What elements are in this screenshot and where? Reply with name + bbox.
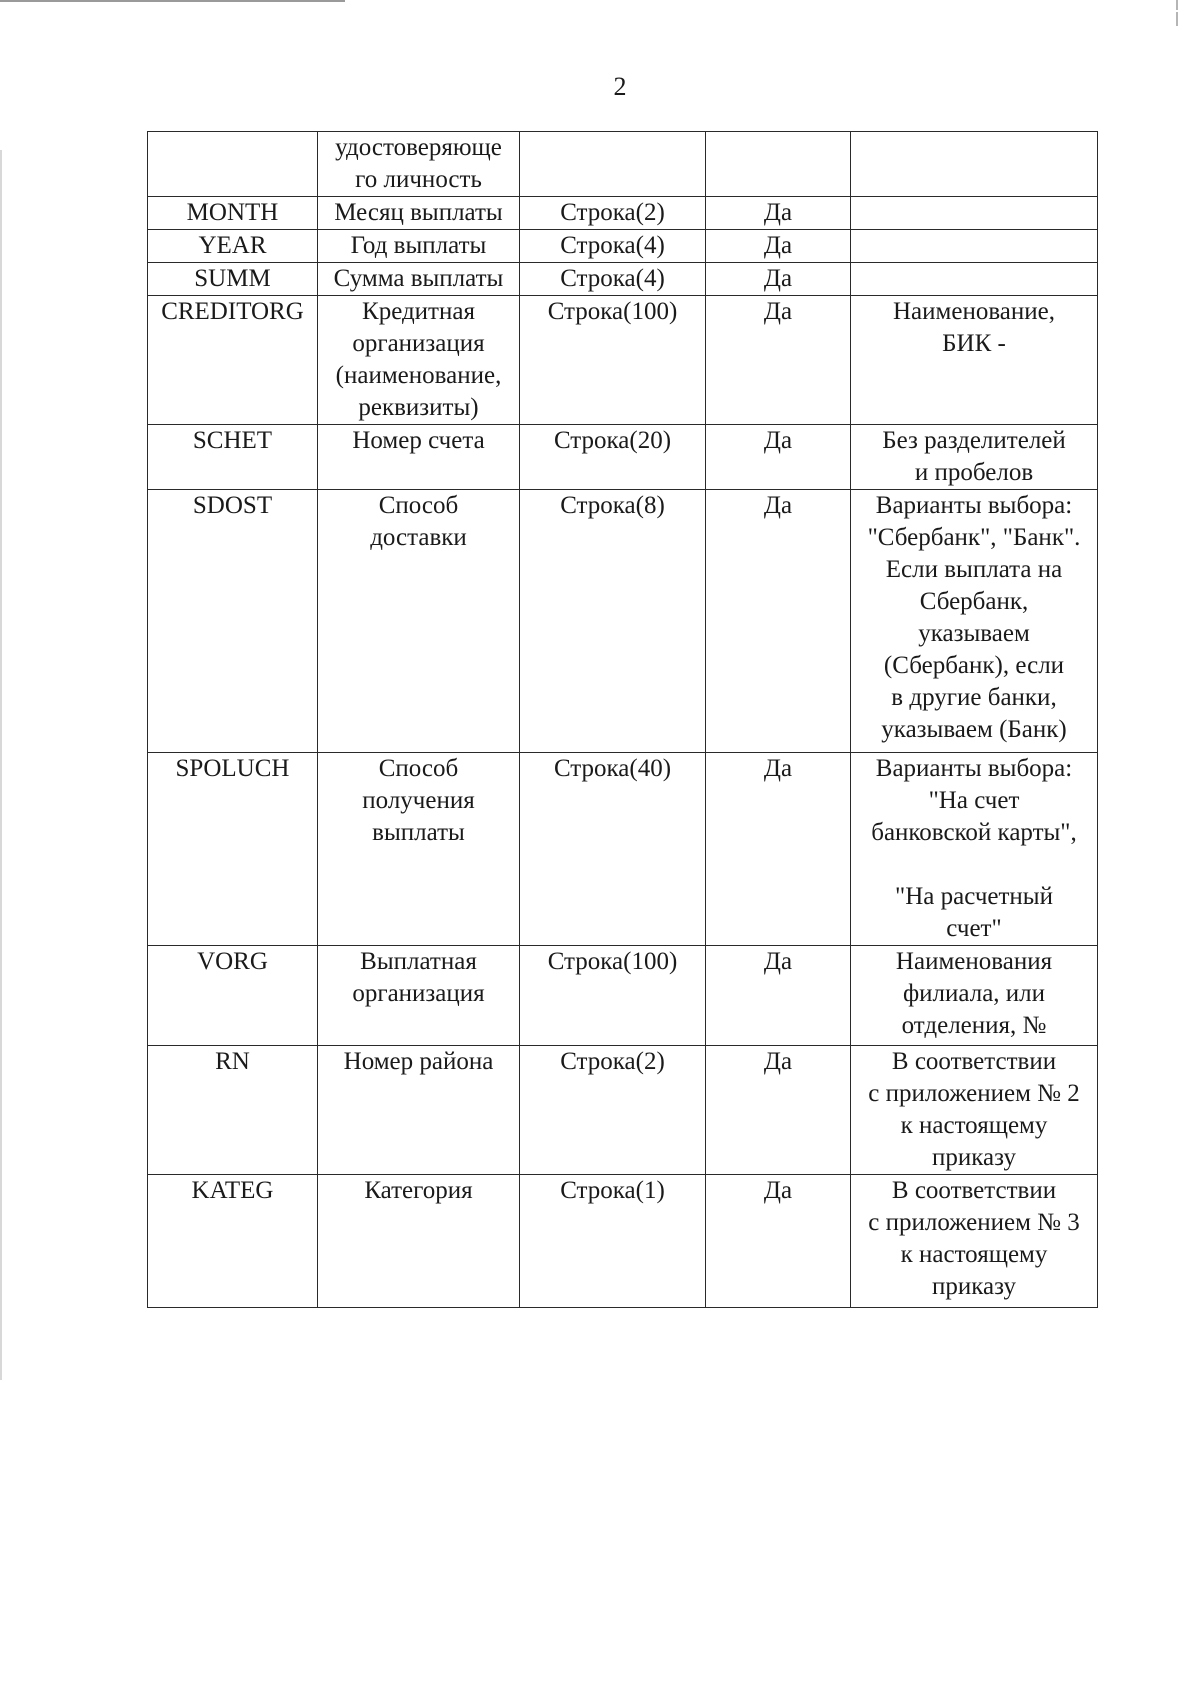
table-row bbox=[148, 1175, 1098, 1308]
field-code-cell: SPOLUCH bbox=[148, 753, 318, 946]
field-code-cell: SCHET bbox=[148, 425, 318, 490]
field-type-cell: Строка(100) bbox=[520, 296, 706, 425]
field-description-cell: Год выплаты bbox=[318, 230, 520, 263]
field-code-cell: SUMM bbox=[148, 263, 318, 296]
field-note-cell: В соответствии с приложением № 2 к настоящему приказу bbox=[851, 1046, 1098, 1175]
field-description-cell: Способ получения выплаты bbox=[318, 753, 520, 946]
field-type-cell: Строка(8) bbox=[520, 490, 706, 753]
field-spec-table-container bbox=[147, 131, 1097, 1308]
field-code-cell: VORG bbox=[148, 946, 318, 1046]
table-row bbox=[148, 1046, 1098, 1175]
field-type-cell: Строка(2) bbox=[520, 1046, 706, 1175]
field-note-cell: В соответствии с приложением № 3 к настоящему приказу bbox=[851, 1175, 1098, 1308]
field-required-cell: Да bbox=[706, 490, 851, 753]
field-description-cell: Сумма выплаты bbox=[318, 263, 520, 296]
field-type-cell: Строка(2) bbox=[520, 197, 706, 230]
table-row bbox=[148, 946, 1098, 1046]
field-note-cell: Наименование, БИК - bbox=[851, 296, 1098, 425]
field-code-cell: KATEG bbox=[148, 1175, 318, 1308]
field-required-cell: Да bbox=[706, 425, 851, 490]
table-row bbox=[148, 490, 1098, 753]
field-type-cell: Строка(4) bbox=[520, 263, 706, 296]
table-row bbox=[148, 230, 1098, 263]
field-description-cell: Выплатная организация bbox=[318, 946, 520, 1046]
field-description-cell: удостоверяюще го личность bbox=[318, 132, 520, 197]
field-code-cell: YEAR bbox=[148, 230, 318, 263]
field-type-cell bbox=[520, 132, 706, 197]
field-code-cell: MONTH bbox=[148, 197, 318, 230]
field-type-cell: Строка(1) bbox=[520, 1175, 706, 1308]
field-required-cell: Да bbox=[706, 296, 851, 425]
field-note-cell bbox=[851, 263, 1098, 296]
field-code-cell bbox=[148, 132, 318, 197]
field-description-cell: Месяц выплаты bbox=[318, 197, 520, 230]
table-row bbox=[148, 753, 1098, 946]
field-required-cell: Да bbox=[706, 197, 851, 230]
scan-top-edge-line bbox=[0, 0, 345, 2]
field-code-cell: SDOST bbox=[148, 490, 318, 753]
table-row bbox=[148, 263, 1098, 296]
scan-left-edge-shadow bbox=[0, 150, 2, 1380]
field-description-cell: Номер района bbox=[318, 1046, 520, 1175]
field-required-cell: Да bbox=[706, 946, 851, 1046]
field-code-cell: CREDITORG bbox=[148, 296, 318, 425]
field-required-cell bbox=[706, 132, 851, 197]
scan-right-edge-mark bbox=[1176, 0, 1178, 10]
field-note-cell: Варианты выбора: "Сбербанк", "Банк". Если выплата на Сбербанк, указываем (Сбербанк), если в другие банки, указываем (Банк) bbox=[851, 490, 1098, 753]
field-required-cell: Да bbox=[706, 1046, 851, 1175]
field-required-cell: Да bbox=[706, 230, 851, 263]
field-type-cell: Строка(100) bbox=[520, 946, 706, 1046]
page-number: 2 bbox=[613, 72, 627, 101]
field-note-cell bbox=[851, 197, 1098, 230]
field-type-cell: Строка(20) bbox=[520, 425, 706, 490]
field-description-cell: Кредитная организация (наименование, реквизиты) bbox=[318, 296, 520, 425]
scan-right-edge-mark bbox=[1176, 12, 1178, 26]
field-note-cell: Варианты выбора: "На счет банковской карты", "На расчетный счет" bbox=[851, 753, 1098, 946]
field-required-cell: Да bbox=[706, 753, 851, 946]
table-row bbox=[148, 296, 1098, 425]
table-row bbox=[148, 425, 1098, 490]
field-note-cell bbox=[851, 132, 1098, 197]
table-row bbox=[148, 132, 1098, 197]
field-required-cell: Да bbox=[706, 263, 851, 296]
field-required-cell: Да bbox=[706, 1175, 851, 1308]
field-description-cell: Номер счета bbox=[318, 425, 520, 490]
field-note-cell bbox=[851, 230, 1098, 263]
field-type-cell: Строка(40) bbox=[520, 753, 706, 946]
field-note-cell: Наименования филиала, или отделения, № bbox=[851, 946, 1098, 1046]
field-spec-table bbox=[147, 131, 1098, 1308]
field-code-cell: RN bbox=[148, 1046, 318, 1175]
table-row bbox=[148, 197, 1098, 230]
field-type-cell: Строка(4) bbox=[520, 230, 706, 263]
field-description-cell: Способ доставки bbox=[318, 490, 520, 753]
field-note-cell: Без разделителей и пробелов bbox=[851, 425, 1098, 490]
field-description-cell: Категория bbox=[318, 1175, 520, 1308]
